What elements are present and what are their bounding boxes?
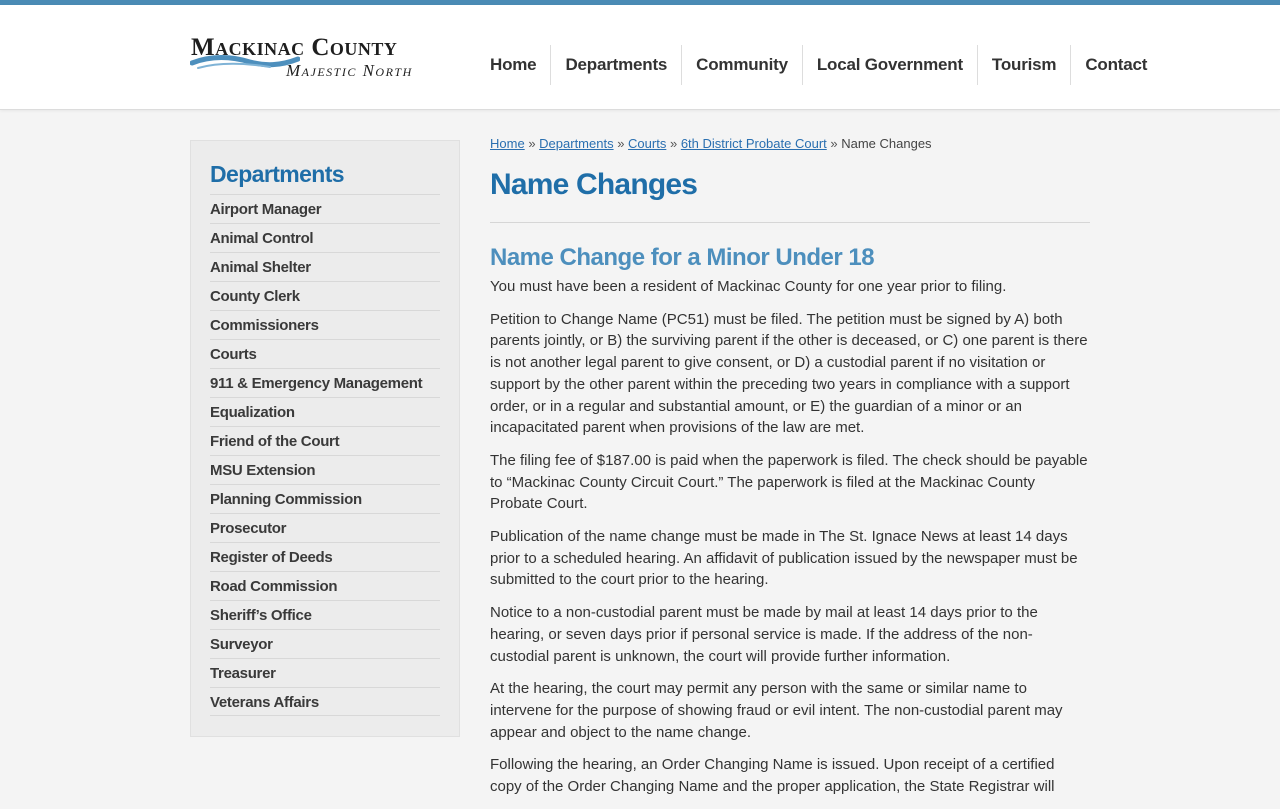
nav-tourism[interactable]: Tourism <box>977 45 1070 85</box>
breadcrumb-courts[interactable]: Courts <box>628 136 667 151</box>
breadcrumb-separator: » <box>617 136 629 151</box>
paragraph-hearing: At the hearing, the court may permit any person with the same or similar name to intervene for the purpose of showing fraud or evil intent. The non-custodial parent may appear and object to the name change. <box>490 680 1063 741</box>
sidebar-title: Departments <box>210 161 344 187</box>
logo-tagline: Majestic North <box>286 61 413 80</box>
sidebar-item-commissioners[interactable]: Commissioners <box>210 310 440 339</box>
sidebar <box>190 140 460 737</box>
nav-home[interactable]: Home <box>490 55 537 74</box>
sidebar-item-veterans-affairs[interactable]: Veterans Affairs <box>210 687 440 716</box>
breadcrumb-separator: » <box>528 136 540 151</box>
sidebar-item-treasurer[interactable]: Treasurer <box>210 658 440 687</box>
sidebar-item-airport-manager[interactable]: Airport Manager <box>210 194 440 223</box>
sidebar-item-courts[interactable]: Courts <box>210 339 440 368</box>
breadcrumb-separator: » <box>830 136 842 151</box>
site-header <box>0 5 1280 110</box>
paragraph-order: Following the hearing, an Order Changing Name is issued. Upon receipt of a certified copy of the Order Changing Name and the proper application, the State Registrar will <box>490 756 1055 796</box>
breadcrumb-home[interactable]: Home <box>490 136 525 151</box>
nav-community[interactable]: Community <box>681 45 802 85</box>
sidebar-item-county-clerk[interactable]: County Clerk <box>210 281 440 310</box>
sidebar-item-planning-commission[interactable]: Planning Commission <box>210 484 440 513</box>
paragraph-publication: Publication of the name change must be made in The St. Ignace News at least 14 days prior to a scheduled hearing. An affidavit of publication issued by the newspaper must be submitted to the court prior to the hearing. <box>490 528 1078 589</box>
sidebar-item-animal-shelter[interactable]: Animal Shelter <box>210 252 440 281</box>
sidebar-item-equalization[interactable]: Equalization <box>210 397 440 426</box>
nav-departments[interactable]: Departments <box>550 45 681 85</box>
sidebar-item-friend-of-the-court[interactable]: Friend of the Court <box>210 426 440 455</box>
sidebar-item-emergency-management[interactable]: 911 & Emergency Management <box>210 368 440 397</box>
breadcrumb <box>490 136 1090 151</box>
sidebar-item-register-of-deeds[interactable]: Register of Deeds <box>210 542 440 571</box>
divider <box>490 222 1090 223</box>
main-nav <box>478 45 1161 85</box>
sidebar-item-road-commission[interactable]: Road Commission <box>210 571 440 600</box>
sidebar-list <box>210 194 440 716</box>
breadcrumb-departments[interactable]: Departments <box>539 136 614 151</box>
section-title: Name Change for a Minor Under 18 <box>490 244 875 271</box>
sidebar-item-sheriffs-office[interactable]: Sheriff’s Office <box>210 600 440 629</box>
sidebar-item-surveyor[interactable]: Surveyor <box>210 629 440 658</box>
wave-icon <box>190 54 300 70</box>
logo-title: Mackinac County <box>191 34 398 61</box>
paragraph-petition: Petition to Change Name (PC51) must be filed. The petition must be signed by A) both parents jointly, or B) the surviving parent if the other is deceased, or C) one parent is there is not another legal parent to give consent, or D) a custodial parent if no visitation or support by the other parent within the preceding two years in compliance with a support order, or in a regular and substantial amount, or E) the guardian of a minor or an incapacitated parent when provisions of the law are met. <box>490 310 1088 437</box>
breadcrumb-current: Name Changes <box>841 136 932 151</box>
main-content <box>490 136 1090 809</box>
paragraph-residency: You must have been a resident of Mackinac County for one year prior to filing. <box>490 278 1007 295</box>
sidebar-item-prosecutor[interactable]: Prosecutor <box>210 513 440 542</box>
breadcrumb-probate-court[interactable]: 6th District Probate Court <box>680 136 827 151</box>
sidebar-item-msu-extension[interactable]: MSU Extension <box>210 455 440 484</box>
breadcrumb-separator: » <box>669 136 681 151</box>
nav-local-government[interactable]: Local Government <box>802 45 977 85</box>
nav-contact[interactable]: Contact <box>1070 45 1161 85</box>
paragraph-filing-fee: The filing fee of $187.00 is paid when the paperwork is filed. The check should be payable to “Mackinac County Circuit Court.” The paperwork is filed at the Mackinac County Probate Court. <box>490 451 1088 513</box>
site-logo[interactable] <box>190 34 462 86</box>
sidebar-item-animal-control[interactable]: Animal Control <box>210 223 440 252</box>
paragraph-notice: Notice to a non-custodial parent must be made by mail at least 14 days prior to the hearing, or seven days prior if personal service is made. If the address of the non-custodial parent is unknown, the court will provide further information. <box>490 604 1038 665</box>
page-title: Name Changes <box>490 168 698 201</box>
